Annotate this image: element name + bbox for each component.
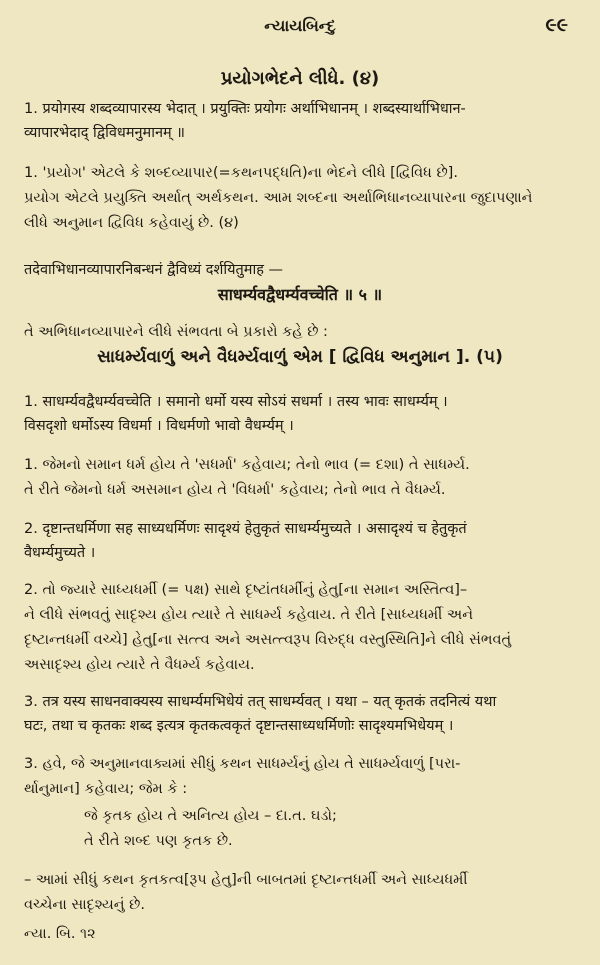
intro-sanskrit: तदेवाभिधानव्यापारनिबन्धनं द्वैविध्यं दर्शयितुमाह —: [24, 262, 284, 278]
p1-gujarati-line-2: પ્રયોગ એટલે પ્રયુક્તિ અર્થાત્ અર્થકથન. આમ શબ્દના અર્થાભિધાનવ્યાપારના જુદાપણાને: [24, 190, 533, 206]
p3-sanskrit-line-1: 2. दृष्टान्तधर्मिणा सह साध्यधर्मिणः सादृश्यं हेतुकृतं साधर्म्यमुच्यते । असादृश्यं च हेतुकृतं: [24, 521, 467, 537]
p5-gujarati-line-1: – આમાં સીધું કથન કૃતકત્વ[રૂપ હેતુ]ની બાબતમાં દૃષ્ટાન્તધર્મી અને સાધ્યધર્મી: [24, 872, 468, 888]
p2-gujarati-line-1: 1. જેમનો સમાન ધર્મ હોય તે 'સધર્મા' કહેવાય; તેનો ભાવ (= દશા) તે સાધર્મ્ય.: [24, 457, 470, 473]
p2-sanskrit-line-2: विसदृशो धर्मोऽस्य विधर्मा । विधर्मणो भावो वैधर्म्यम् ।: [24, 418, 294, 434]
p4-sanskrit-line-1: 3. तत्र यस्य साधनवाक्यस्य साधर्म्यमभिधेयं तत् साधर्म्यवत् । यथा – यत् कृतकं तदनित्यं यथा: [24, 694, 497, 710]
p3-sanskrit-line-2: वैधर्म्यमुच्यते ।: [24, 545, 96, 561]
sutra-5-translation: સાધર્મ્યવાળું અને વૈધર્મ્યવાળું એમ [ દ્વિવિધ અનુમાન ]. (૫): [97, 347, 503, 367]
section-heading: પ્રયોગભેદને લીધે. (૪): [220, 68, 380, 89]
p1-gujarati-line-1: 1. 'પ્રયોગ' એટલે કે શબ્દવ્યાપાર(=કથનપદ્ધતિ)ના ભેદને લીધે [દ્વિવિધ છે].: [24, 165, 458, 181]
p3-gujarati-line-1: 2. તો જ્યારે સાધ્યધર્મી (= પક્ષ) સાથે દૃષ્ટાંતધર્મીનું હેતુ[ના સમાન અસ્તિત્વ]–: [24, 582, 468, 598]
example-line-2: તે રીતે શબ્દ પણ કૃતક છે.: [84, 833, 233, 849]
p1-gujarati-line-3: લીધે અનુમાન દ્વિવિધ કહેવાયું છે. (૪): [24, 215, 239, 231]
p1-sanskrit-line-1: 1. प्रयोगस्य शब्दव्यापारस्य भेदात् । प्रयुक्तिः प्रयोगः अर्थाभिधानम् । शब्दस्यार्थाभिधान-: [24, 101, 466, 117]
page-number: ૯૯: [545, 14, 568, 36]
signature-mark: ન્યા. બિ. ૧૨: [24, 926, 96, 942]
p2-sanskrit-line-1: 1. साधर्म्यवद्वैधर्म्यवच्चेति । समानो धर्मो यस्य सोऽयं सधर्मा । तस्य भावः साधर्म्यम् ।: [24, 394, 448, 410]
page-header: [0, 10, 600, 44]
example-line-1: જે કૃતક હોય તે અનિત્ય હોય – દા.ત. ઘડો;: [84, 808, 337, 824]
p3-gujarati-line-2: ને લીધે સંભવતું સાદૃશ્ય હોય ત્યારે તે સાધર્મ્ય કહેવાય. તે રીતે [સાધ્યધર્મી અને: [24, 607, 474, 623]
sutra-5: साधर्म्यवद्वैधर्म्यवच्चेति ॥ ५ ॥: [217, 285, 383, 304]
running-head: ન્યાયબિન્દુ: [264, 16, 336, 35]
p3-gujarati-line-4: અસાદૃશ્ય હોય ત્યારે તે વૈધર્મ્ય કહેવાય.: [24, 657, 255, 673]
p4-gujarati-line-1: 3. હવે, જે અનુમાનવાક્યમાં સીધું કથન સાધર્મ્યનું હોય તે સાધર્મ્યવાળું [પરા-: [24, 756, 461, 772]
intro-gujarati: તે અભિધાનવ્યાપારને લીધે સંભવતા બે પ્રકારો કહે છે :: [24, 324, 328, 340]
p3-gujarati-line-3: દૃષ્ટાન્તધર્મી વચ્ચે] હેતુ[ના સત્ત્વ અને અસત્ત્વરૂપ વિરુદ્ધ વસ્તુસ્થિતિ]ને લીધે સંભવતું: [24, 632, 512, 648]
p4-sanskrit-line-2: घटः, तथा च कृतकः शब्द इत्यत्र कृतकत्वकृतं दृष्टान्तसाध्यधर्मिणोः सादृश्यमभिधेयम् ।: [24, 718, 454, 734]
p4-gujarati-line-2: ર્થાનુમાન] કહેવાય; જેમ કે :: [24, 781, 188, 797]
p2-gujarati-line-2: તે રીતે જેમનો ધર્મ અસમાન હોય તે 'વિધર્મા' કહેવાય; તેનો ભાવ તે વૈધર્મ્ય.: [24, 482, 446, 498]
p1-sanskrit-line-2: व्यापारभेदाद् द्विविधमनुमानम् ॥: [24, 125, 185, 141]
p5-gujarati-line-2: વચ્ચેના સાદૃશ્યનું છે.: [24, 897, 145, 913]
